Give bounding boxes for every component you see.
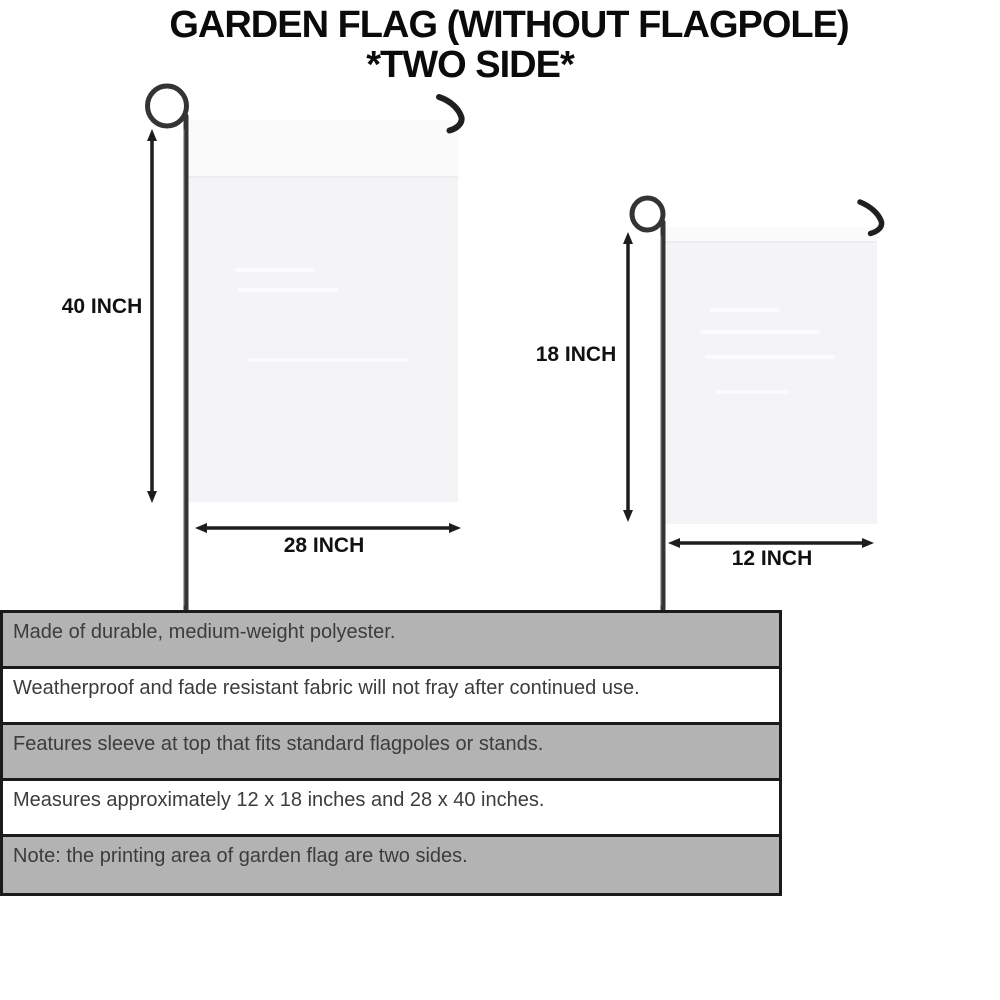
page-subtitle: *TWO SIDE* [366, 44, 574, 86]
crease-mark [238, 288, 338, 292]
feature-row: Weatherproof and fade resistant fabric will not fray after continued use. [3, 669, 779, 725]
small-flag-sleeve [664, 227, 877, 241]
page-title: GARDEN FLAG (WITHOUT FLAGPOLE) [169, 4, 849, 46]
crease-mark [710, 308, 780, 312]
crease-mark [715, 390, 790, 394]
crease-mark [235, 268, 315, 272]
large-pole-loop-icon [148, 86, 187, 126]
feature-row: Features sleeve at top that fits standard flagpoles or stands. [3, 725, 779, 781]
feature-row: Made of durable, medium-weight polyester. [3, 613, 779, 669]
small-sleeve-seam [664, 241, 877, 243]
crease-mark [705, 355, 835, 359]
small-flag-panel [664, 227, 877, 524]
large-height-label: 40 INCH [61, 295, 143, 318]
crease-mark [700, 330, 820, 334]
small-height-label: 18 INCH [535, 343, 617, 366]
large-width-label: 28 INCH [283, 534, 365, 557]
large-flag-diagram [148, 86, 462, 610]
large-flag-sleeve [187, 120, 458, 176]
small-pole-loop-icon [632, 198, 663, 230]
feature-list [0, 610, 782, 896]
feature-row: Measures approximately 12 x 18 inches and 28 x 40 inches. [3, 781, 779, 837]
feature-row: Note: the printing area of garden flag are two sides. [3, 837, 779, 893]
large-sleeve-seam [187, 176, 458, 178]
crease-mark [248, 358, 408, 362]
small-width-label: 12 INCH [731, 547, 813, 570]
